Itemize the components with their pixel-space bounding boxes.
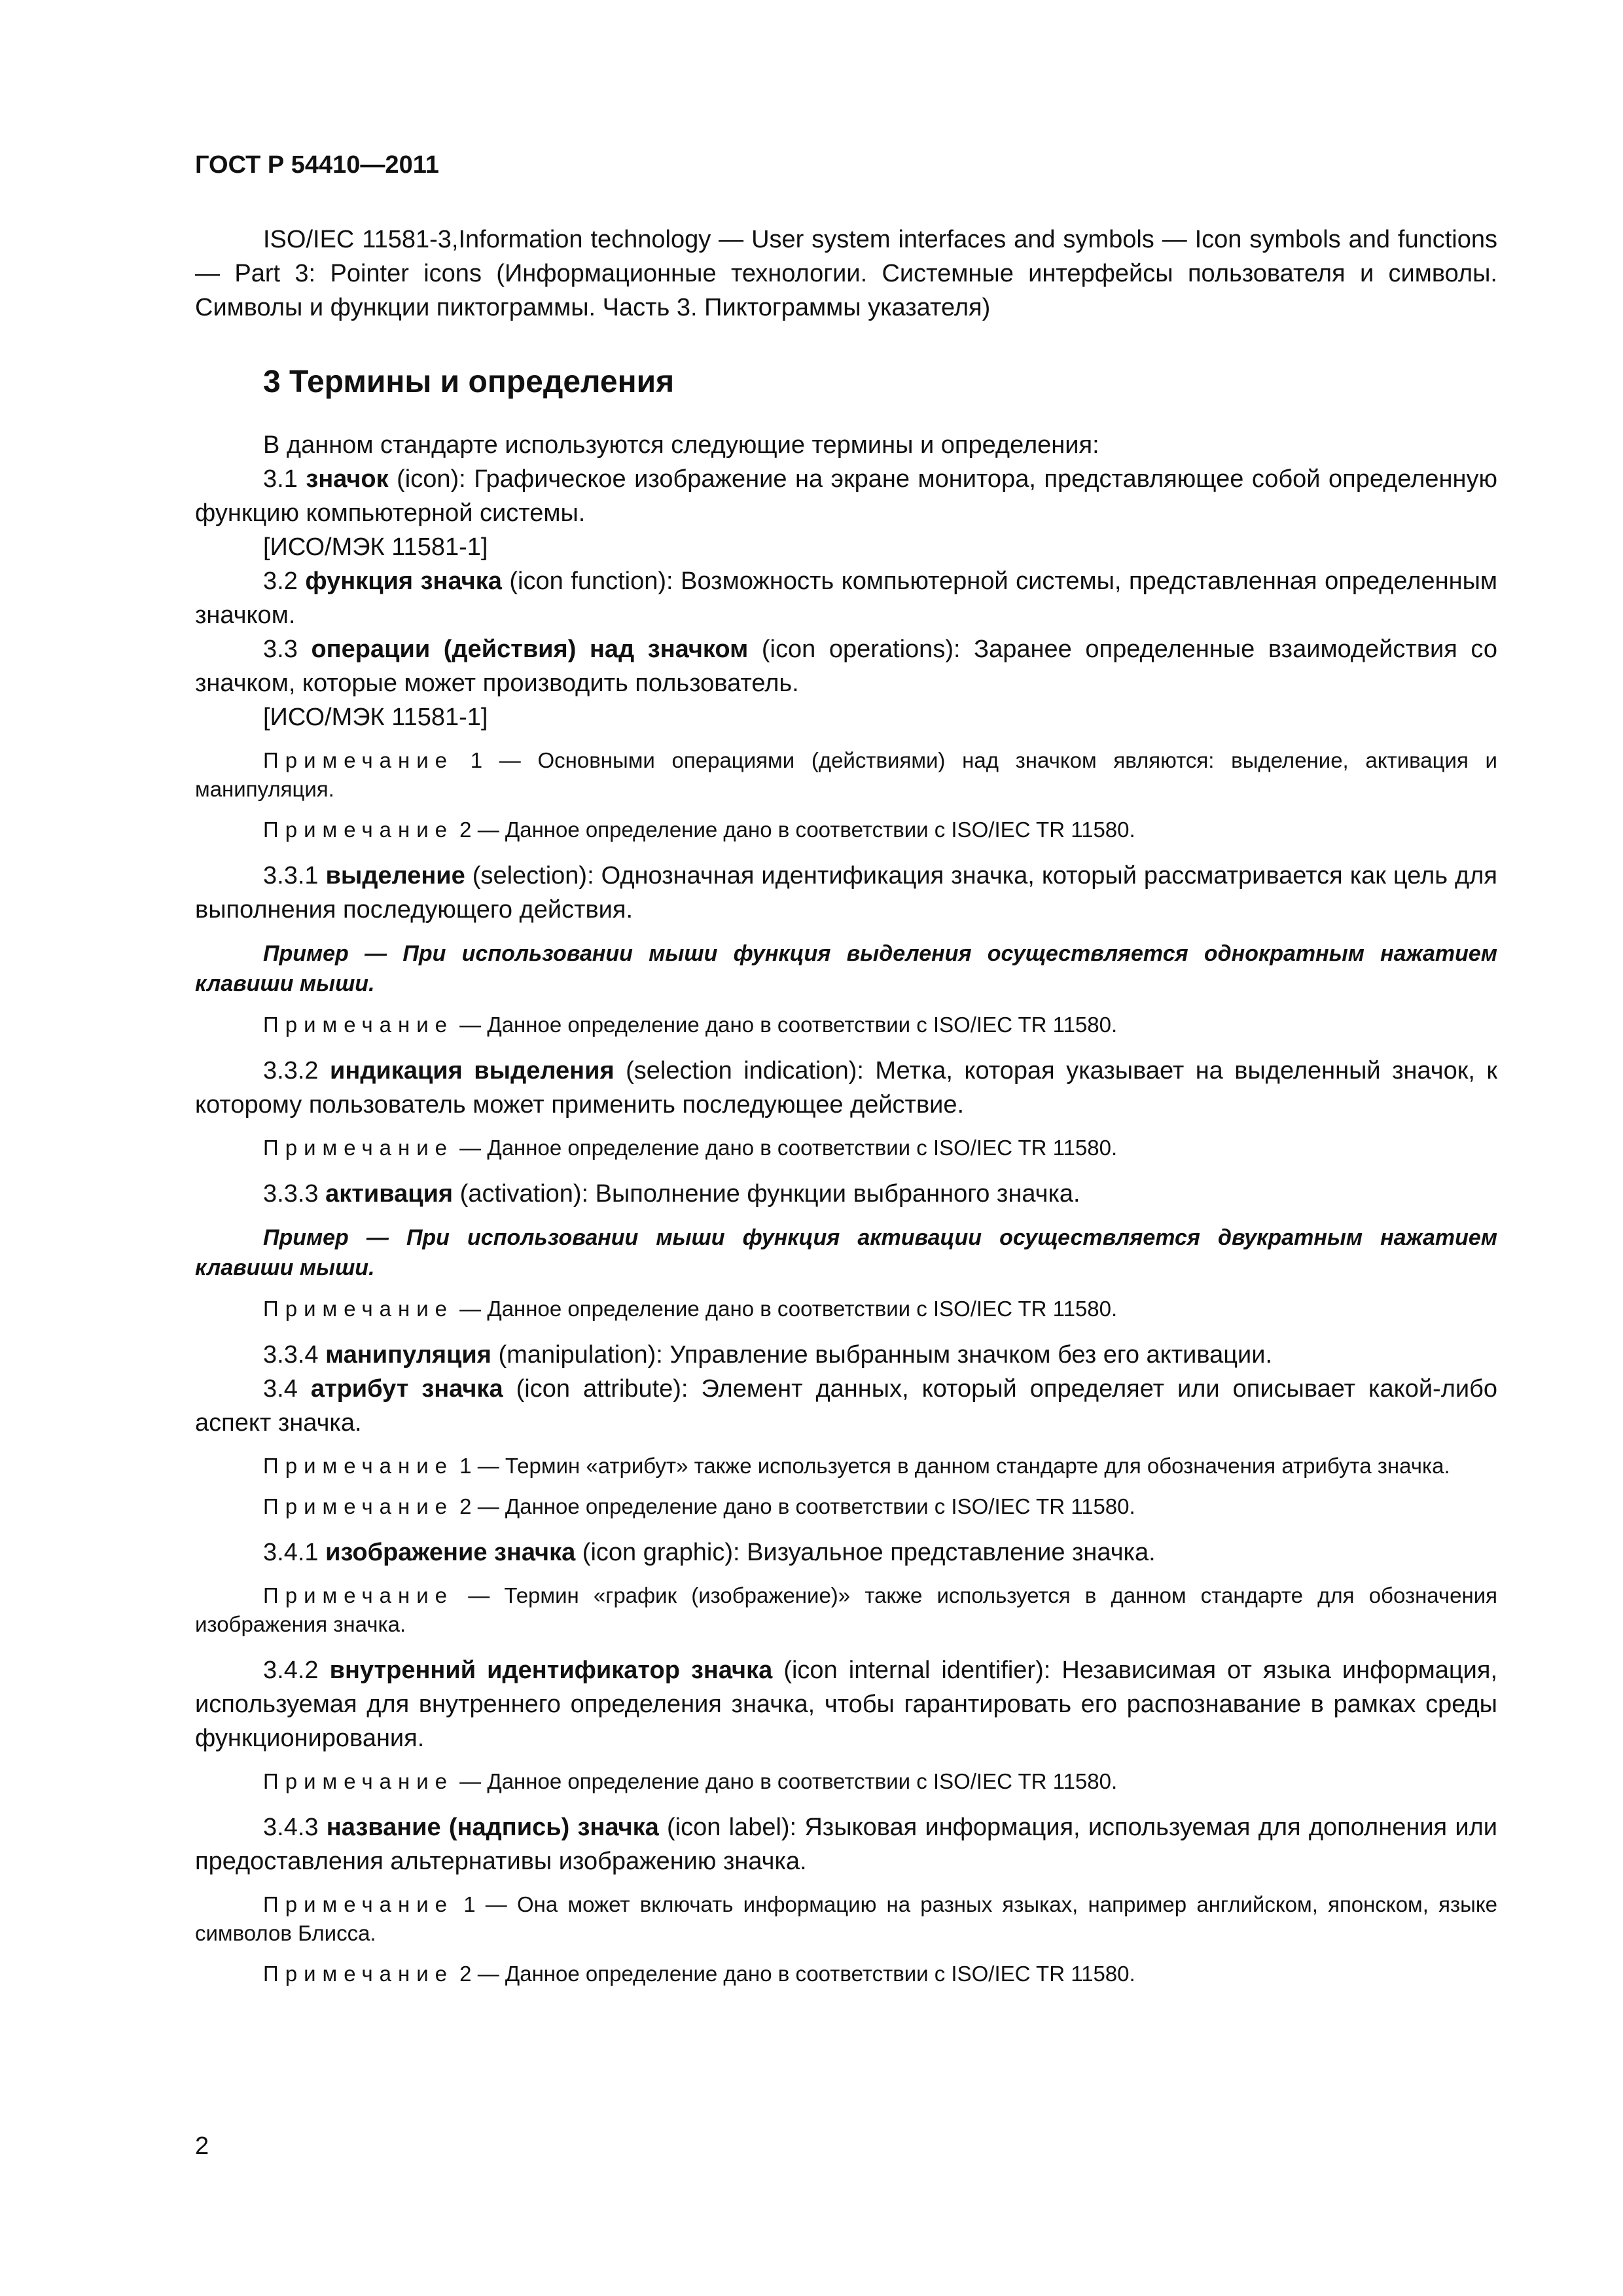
- term-3-3-4: [195, 1338, 1497, 1372]
- note-3-4-1: [195, 1452, 1497, 1480]
- reference-1: [ИСО/МЭК 11581-1]: [263, 533, 488, 561]
- note-label: Примечание: [263, 1583, 454, 1607]
- term-name: активация: [325, 1180, 454, 1208]
- note-text: — Термин «график (изображение)» также используется в данном стандарте для обозначения изображения значка.: [195, 1583, 1497, 1636]
- note-text: — Данное определение дано в соответствии с ISO/IEC TR 11580.: [454, 1297, 1118, 1321]
- note-3-3-3-source: [195, 1295, 1497, 1323]
- term-3-2: [195, 564, 1497, 632]
- term-number: 3.4.1: [263, 1539, 319, 1566]
- note-label: Примечание: [263, 1962, 454, 1986]
- note-label: Примечание: [263, 1136, 454, 1160]
- term-definition: (icon attribute): Элемент данных, который определяет или описывает какой-либо аспект значка.: [195, 1375, 1498, 1437]
- note-3-4-2-source: [195, 1767, 1497, 1796]
- term-definition: (activation): Выполнение функции выбранного значка.: [453, 1180, 1080, 1208]
- note-text: 2 — Данное определение дано в соответствии с ISO/IEC TR 11580.: [454, 817, 1135, 842]
- page-number: 2: [195, 2132, 209, 2160]
- reference-2: [ИСО/МЭК 11581-1]: [263, 704, 488, 731]
- term-definition: (icon operations): Заранее определенные взаимодействия со значком, которые может производить пользователь.: [195, 636, 1497, 697]
- note-3-4-3-2: [195, 1960, 1497, 1988]
- term-name: операции (действия) над значком: [311, 636, 749, 663]
- term-name: название (надпись) значка: [326, 1814, 659, 1841]
- term-name: индикация выделения: [330, 1057, 615, 1085]
- note-3-3-2: [195, 816, 1497, 844]
- term-name: манипуляция: [325, 1341, 491, 1369]
- example-text: При использовании мыши функция выделения осуществляется однократным нажатием клавиши мыши.: [195, 941, 1497, 996]
- example-3-3-3: [195, 1223, 1497, 1283]
- example-label: Пример —: [263, 1225, 389, 1250]
- term-number: 3.4: [263, 1375, 298, 1403]
- term-number: 3.4.3: [263, 1814, 319, 1841]
- note-text: 2 — Данное определение дано в соответствии с ISO/IEC TR 11580.: [454, 1494, 1135, 1518]
- term-definition: (selection indication): Метка, которая указывает на выделенный значок, к которому пользователь может применить последующее действие.: [195, 1057, 1498, 1119]
- term-3-4-1: [195, 1535, 1497, 1570]
- term-definition: (icon function): Возможность компьютерной системы, представленная определенным значком.: [195, 567, 1498, 629]
- note-label: Примечание: [263, 1769, 454, 1793]
- note-label: Примечание: [263, 1454, 454, 1478]
- term-name: функция значка: [305, 567, 502, 595]
- note-3-3-1-source: [195, 1011, 1497, 1039]
- term-number: 3.3: [263, 636, 298, 663]
- term-name: изображение значка: [325, 1539, 576, 1566]
- term-3-4: [195, 1372, 1497, 1440]
- note-text: — Данное определение дано в соответствии с ISO/IEC TR 11580.: [454, 1769, 1118, 1793]
- term-3-4-3: [195, 1810, 1497, 1878]
- note-label: Примечание: [263, 1892, 454, 1916]
- term-3-3-2: [195, 1054, 1497, 1122]
- note-3-4-2: [195, 1492, 1497, 1521]
- example-3-3-1: [195, 939, 1497, 999]
- term-number: 3.3.2: [263, 1057, 319, 1085]
- note-text: — Данное определение дано в соответствии с ISO/IEC TR 11580.: [454, 1136, 1118, 1160]
- term-definition: (icon): Графическое изображение на экране монитора, представляющее собой определенную функцию компьютерной системы.: [195, 465, 1497, 527]
- note-3-3-1: [195, 746, 1497, 804]
- term-name: атрибут значка: [310, 1375, 503, 1403]
- term-number: 3.1: [263, 465, 298, 493]
- note-label: Примечание: [263, 817, 454, 842]
- term-definition: (icon internal identifier): Независимая от языка информация, используемая для внутреннего определения значка, чтобы гарантировать его распознавание в рамках среды функционирования.: [195, 1657, 1498, 1752]
- term-number: 3.4.2: [263, 1657, 319, 1684]
- term-3-1: [195, 462, 1497, 530]
- note-text: — Данное определение дано в соответствии с ISO/IEC TR 11580.: [454, 1013, 1118, 1037]
- lead-text: В данном стандарте используются следующие термины и определения:: [263, 431, 1099, 459]
- note-text: 1 — Основными операциями (действиями) над значком являются: выделение, активация и манипуляция.: [195, 748, 1497, 801]
- term-name: значок: [306, 465, 389, 493]
- term-number: 3.3.1: [263, 862, 319, 889]
- term-number: 3.3.4: [263, 1341, 319, 1369]
- term-3-3-3: [195, 1177, 1497, 1211]
- document-page: [195, 149, 1497, 2000]
- note-3-3-2-source: [195, 1134, 1497, 1162]
- note-text: 1 — Термин «атрибут» также используется в данном стандарте для обозначения атрибута значка.: [454, 1454, 1450, 1478]
- term-definition: (manipulation): Управление выбранным значком без его активации.: [491, 1341, 1273, 1369]
- term-definition: (selection): Однозначная идентификация значка, который рассматривается как цель для выполнения последующего действия.: [195, 862, 1497, 924]
- term-name: выделение: [325, 862, 465, 889]
- section-title: 3 Термины и определения: [263, 365, 675, 399]
- note-label: Примечание: [263, 1297, 454, 1321]
- example-text: При использовании мыши функция активации осуществляется двукратным нажатием клавиши мыши.: [195, 1225, 1497, 1280]
- term-3-3: [195, 632, 1497, 700]
- term-name: внутренний идентификатор значка: [329, 1657, 773, 1684]
- term-number: 3.2: [263, 567, 298, 595]
- term-3-3-1: [195, 859, 1497, 927]
- term-number: 3.3.3: [263, 1180, 319, 1208]
- standard-header: ГОСТ Р 54410—2011: [195, 151, 439, 179]
- note-3-4-3-1: [195, 1890, 1497, 1948]
- example-label: Пример —: [263, 941, 387, 966]
- note-text: 2 — Данное определение дано в соответствии с ISO/IEC TR 11580.: [454, 1962, 1135, 1986]
- note-text: 1 — Она может включать информацию на разных языках, например английском, японском, языке символов Блисса.: [195, 1892, 1497, 1945]
- note-label: Примечание: [263, 1494, 454, 1518]
- term-3-4-2: [195, 1653, 1497, 1755]
- note-label: Примечание: [263, 748, 454, 772]
- term-definition: (icon graphic): Визуальное представление значка.: [575, 1539, 1156, 1566]
- note-label: Примечание: [263, 1013, 454, 1037]
- intro-reference: ISO/IEC 11581-3,Information technology — User system interfaces and symbols — Icon symbols and functions — Part 3: Pointer icons (Информационные технологии. Системные интерфейсы пользователя и символы. Символы и функции пиктограммы. Часть 3. Пиктограммы указателя): [195, 226, 1497, 321]
- term-definition: (icon label): Языковая информация, используемая для дополнения или предоставления альтернативы изображению значка.: [195, 1814, 1498, 1875]
- note-3-4-1-source: [195, 1581, 1497, 1639]
